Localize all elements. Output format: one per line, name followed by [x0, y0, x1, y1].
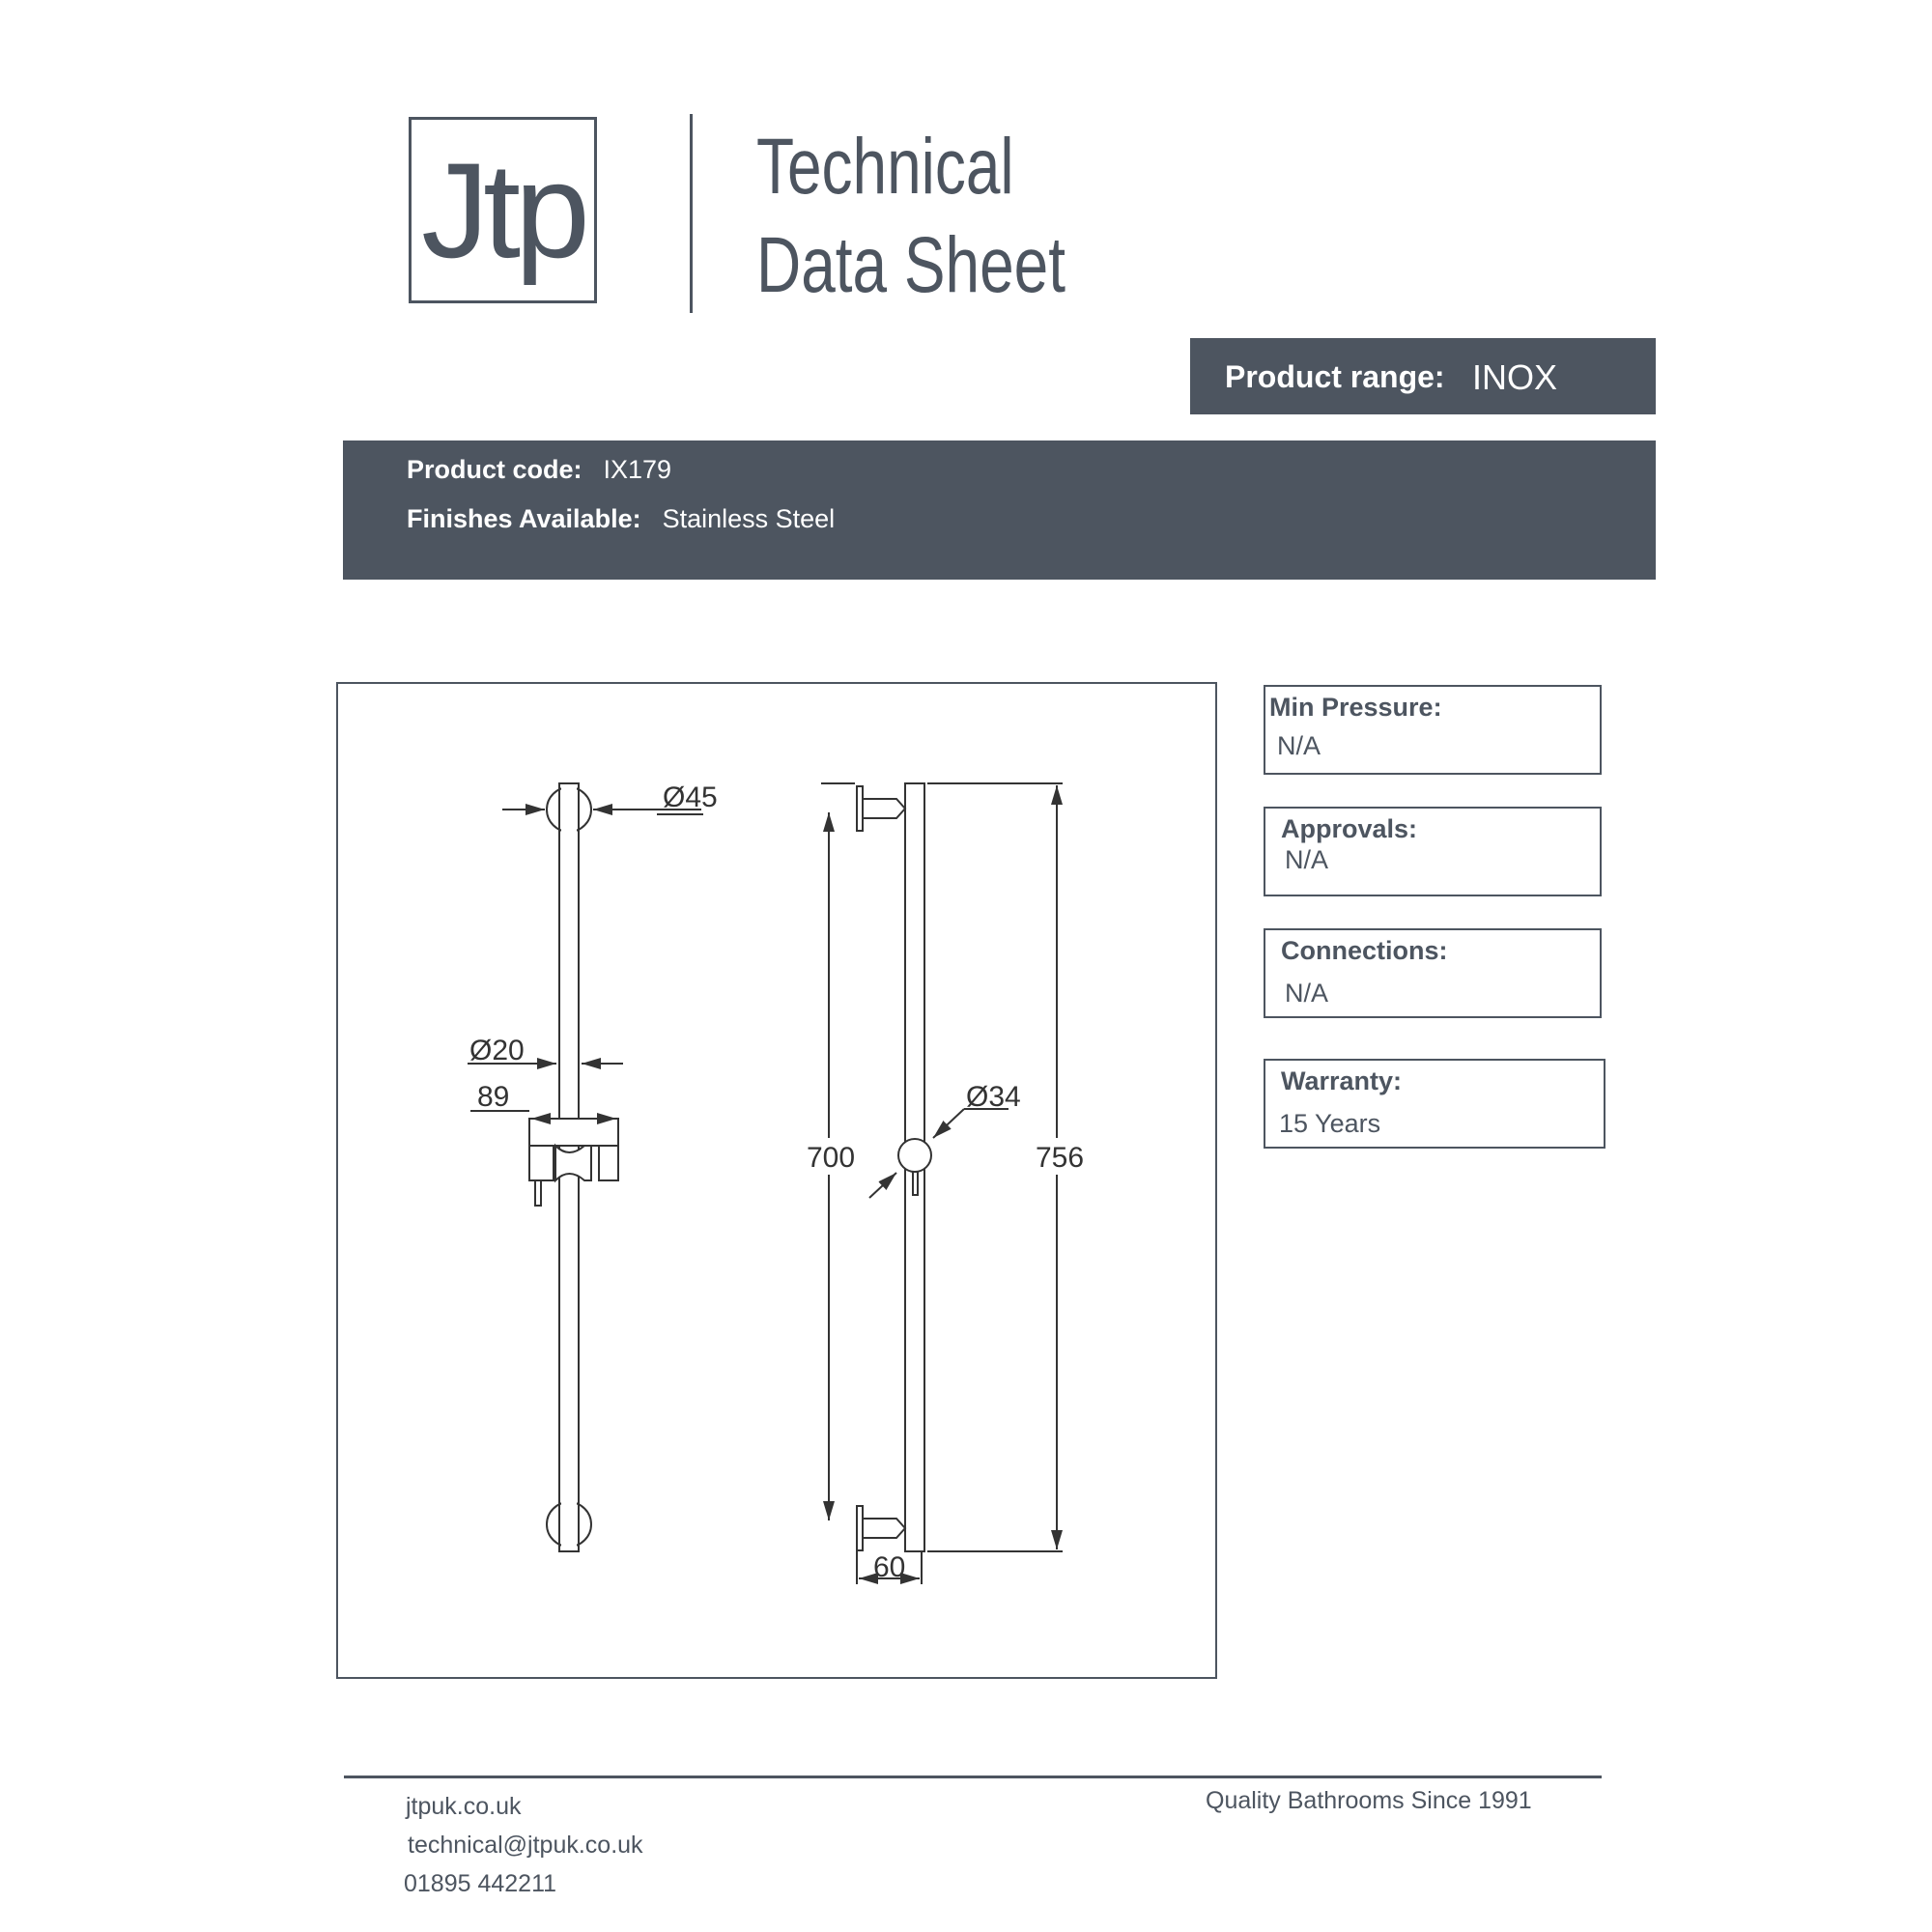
- footer-phone: 01895 442211: [404, 1870, 557, 1897]
- product-code-label: Product code:: [407, 455, 582, 484]
- spec-label: Min Pressure:: [1269, 693, 1442, 722]
- dim-label-diameter-45: Ø45: [663, 781, 718, 813]
- finishes-value: Stainless Steel: [662, 504, 836, 533]
- footer-divider: [344, 1776, 1602, 1778]
- spec-min-pressure: [1264, 685, 1602, 775]
- product-info-banner: [343, 440, 1656, 580]
- product-code-value: IX179: [603, 455, 672, 484]
- dim-label-756: 756: [1036, 1142, 1085, 1174]
- spec-approvals: [1264, 807, 1602, 896]
- dim-label-89: 89: [477, 1081, 510, 1113]
- spec-label: Approvals:: [1281, 814, 1418, 843]
- product-code-row: [407, 455, 671, 485]
- jtp-logo: [409, 117, 597, 303]
- spec-label: Connections:: [1281, 936, 1448, 965]
- spec-label: Warranty:: [1281, 1066, 1403, 1095]
- spec-value: N/A: [1285, 979, 1329, 1008]
- holder-side: [898, 1139, 931, 1172]
- finishes-row: [407, 504, 835, 534]
- dim-label-700: 700: [807, 1142, 856, 1174]
- finishes-label: Finishes Available:: [407, 504, 641, 533]
- footer-tagline: Quality Bathrooms Since 1991: [1206, 1787, 1532, 1814]
- side-view: [821, 783, 1063, 1584]
- front-view: [468, 783, 703, 1551]
- top-bracket-side: [857, 786, 905, 831]
- logo-text: Jtp: [421, 134, 584, 286]
- spec-warranty: [1264, 1059, 1605, 1149]
- spec-value: N/A: [1285, 845, 1329, 874]
- product-range-label: Product range:: [1225, 359, 1445, 394]
- footer-website: jtpuk.co.uk: [406, 1793, 522, 1820]
- footer-email: technical@jtpuk.co.uk: [408, 1832, 643, 1859]
- spec-value: 15 Years: [1279, 1109, 1381, 1138]
- dim-label-60: 60: [873, 1551, 906, 1583]
- spec-connections: [1264, 928, 1602, 1018]
- drawing-svg: [338, 684, 1219, 1681]
- product-range-value: INOX: [1472, 357, 1558, 397]
- dim-label-diameter-20: Ø20: [469, 1035, 525, 1066]
- technical-drawing: [336, 682, 1217, 1679]
- header-divider: [690, 114, 693, 313]
- bottom-bracket-side: [857, 1506, 905, 1550]
- product-range-banner: [1190, 338, 1656, 414]
- title-line-1: Technical: [756, 123, 1014, 211]
- title-line-2: Data Sheet: [756, 221, 1066, 309]
- dim-label-diameter-34: Ø34: [966, 1081, 1021, 1113]
- spec-value: N/A: [1277, 731, 1321, 760]
